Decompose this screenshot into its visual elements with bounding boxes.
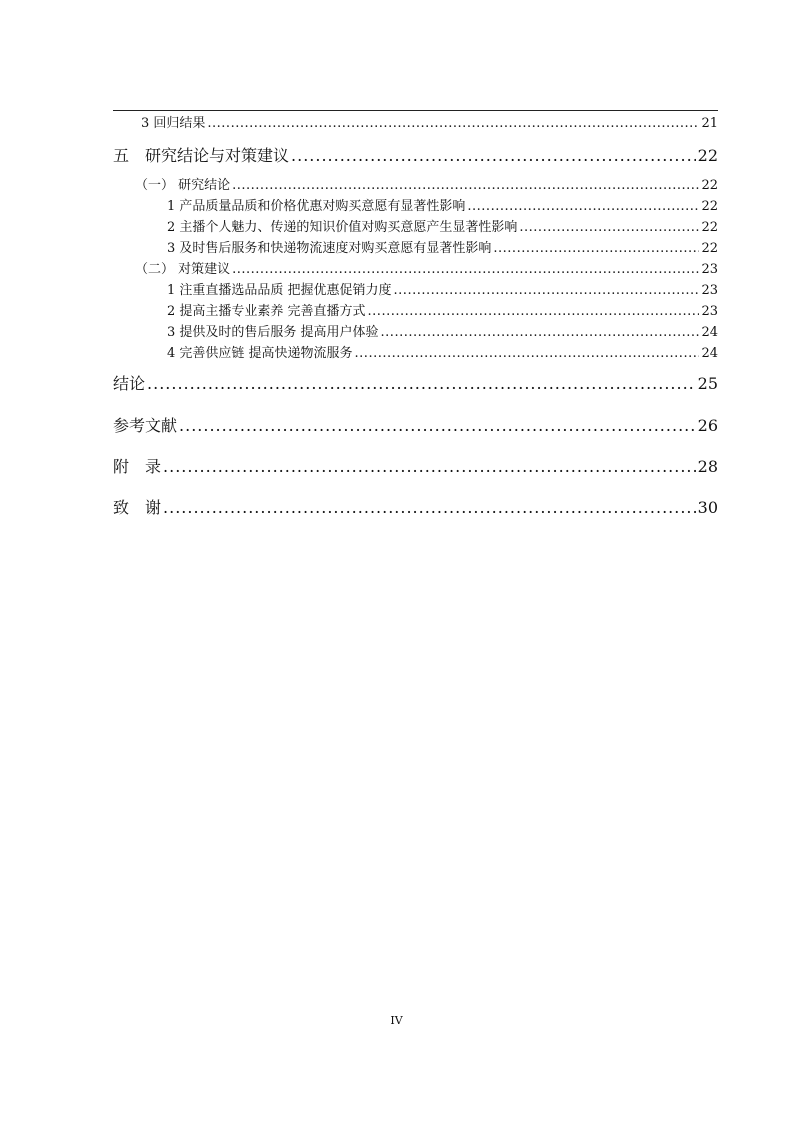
table-of-contents: [113, 0, 718, 560]
dot-leader: [519, 219, 699, 237]
toc-entry-research-conclusions[interactable]: [113, 177, 718, 195]
dot-leader: [179, 416, 696, 436]
toc-entry-countermeasure-3[interactable]: [113, 324, 718, 342]
toc-entry-page: 24: [701, 346, 718, 361]
toc-entry-regression-results[interactable]: [113, 115, 718, 133]
toc-entry-label: 参考文献: [113, 416, 178, 435]
dot-leader: [394, 282, 700, 300]
toc-entry-label: 3 及时售后服务和快递物流速度对购买意愿有显著性影响: [167, 241, 492, 256]
toc-entry-page: 25: [697, 374, 718, 393]
toc-entry-page: 22: [701, 241, 718, 256]
toc-entry-page: 23: [701, 304, 718, 319]
toc-entry-label: 结论: [113, 374, 146, 393]
toc-entry-page: 22: [701, 220, 718, 235]
toc-entry-label: 致 谢: [113, 498, 162, 517]
toc-entry-page: 22: [701, 178, 718, 193]
toc-entry-page: 22: [701, 199, 718, 214]
page-number: IV: [390, 1014, 403, 1027]
dot-leader: [232, 261, 699, 279]
toc-entry-chapter-5[interactable]: [113, 146, 718, 166]
toc-entry-label: 五 研究结论与对策建议: [113, 146, 290, 165]
toc-entry-page: 22: [697, 146, 718, 165]
toc-entry-label: 附 录: [113, 457, 162, 476]
toc-entry-page: 23: [701, 283, 718, 298]
toc-entry-page: 30: [697, 498, 718, 517]
toc-entry-countermeasures[interactable]: [113, 261, 718, 279]
toc-entry-label: 2 主播个人魅力、传递的知识价值对购买意愿产生显著性影响: [167, 220, 518, 235]
toc-entry-label: 2 提高主播专业素养 完善直播方式: [167, 304, 366, 319]
dot-leader: [355, 345, 700, 363]
toc-entry-label: 4 完善供应链 提高快递物流服务: [167, 346, 353, 361]
dot-leader: [147, 374, 696, 394]
dot-leader: [207, 115, 699, 133]
toc-entry-label: （一） 研究结论: [135, 178, 231, 193]
dot-leader: [163, 498, 696, 518]
dot-leader: [467, 198, 699, 216]
toc-entry-acknowledgements[interactable]: [113, 498, 718, 518]
dot-leader: [368, 303, 700, 321]
dot-leader: [291, 146, 696, 166]
toc-entry-conclusion[interactable]: [113, 374, 718, 394]
toc-entry-appendix[interactable]: [113, 457, 718, 477]
toc-entry-label: （二） 对策建议: [135, 262, 231, 277]
toc-entry-page: 26: [697, 416, 718, 435]
toc-entry-references[interactable]: [113, 416, 718, 436]
toc-entry-page: 28: [697, 457, 718, 476]
toc-entry-countermeasure-2[interactable]: [113, 303, 718, 321]
toc-entry-page: 21: [701, 116, 718, 131]
dot-leader: [381, 324, 700, 342]
dot-leader: [163, 457, 696, 477]
toc-entry-label: 1 注重直播选品品质 把握优惠促销力度: [167, 283, 392, 298]
dot-leader: [232, 177, 699, 195]
toc-entry-conclusion-1[interactable]: [113, 198, 718, 216]
toc-entry-page: 24: [701, 325, 718, 340]
toc-entry-conclusion-3[interactable]: [113, 240, 718, 258]
toc-entry-label: 3 回归结果: [141, 116, 206, 131]
toc-entry-countermeasure-1[interactable]: [113, 282, 718, 300]
toc-entry-conclusion-2[interactable]: [113, 219, 718, 237]
toc-entry-label: 3 提供及时的售后服务 提高用户体验: [167, 325, 379, 340]
toc-entry-countermeasure-4[interactable]: [113, 345, 718, 363]
toc-entry-label: 1 产品质量品质和价格优惠对购买意愿有显著性影响: [167, 199, 466, 214]
toc-entry-page: 23: [701, 262, 718, 277]
dot-leader: [493, 240, 699, 258]
